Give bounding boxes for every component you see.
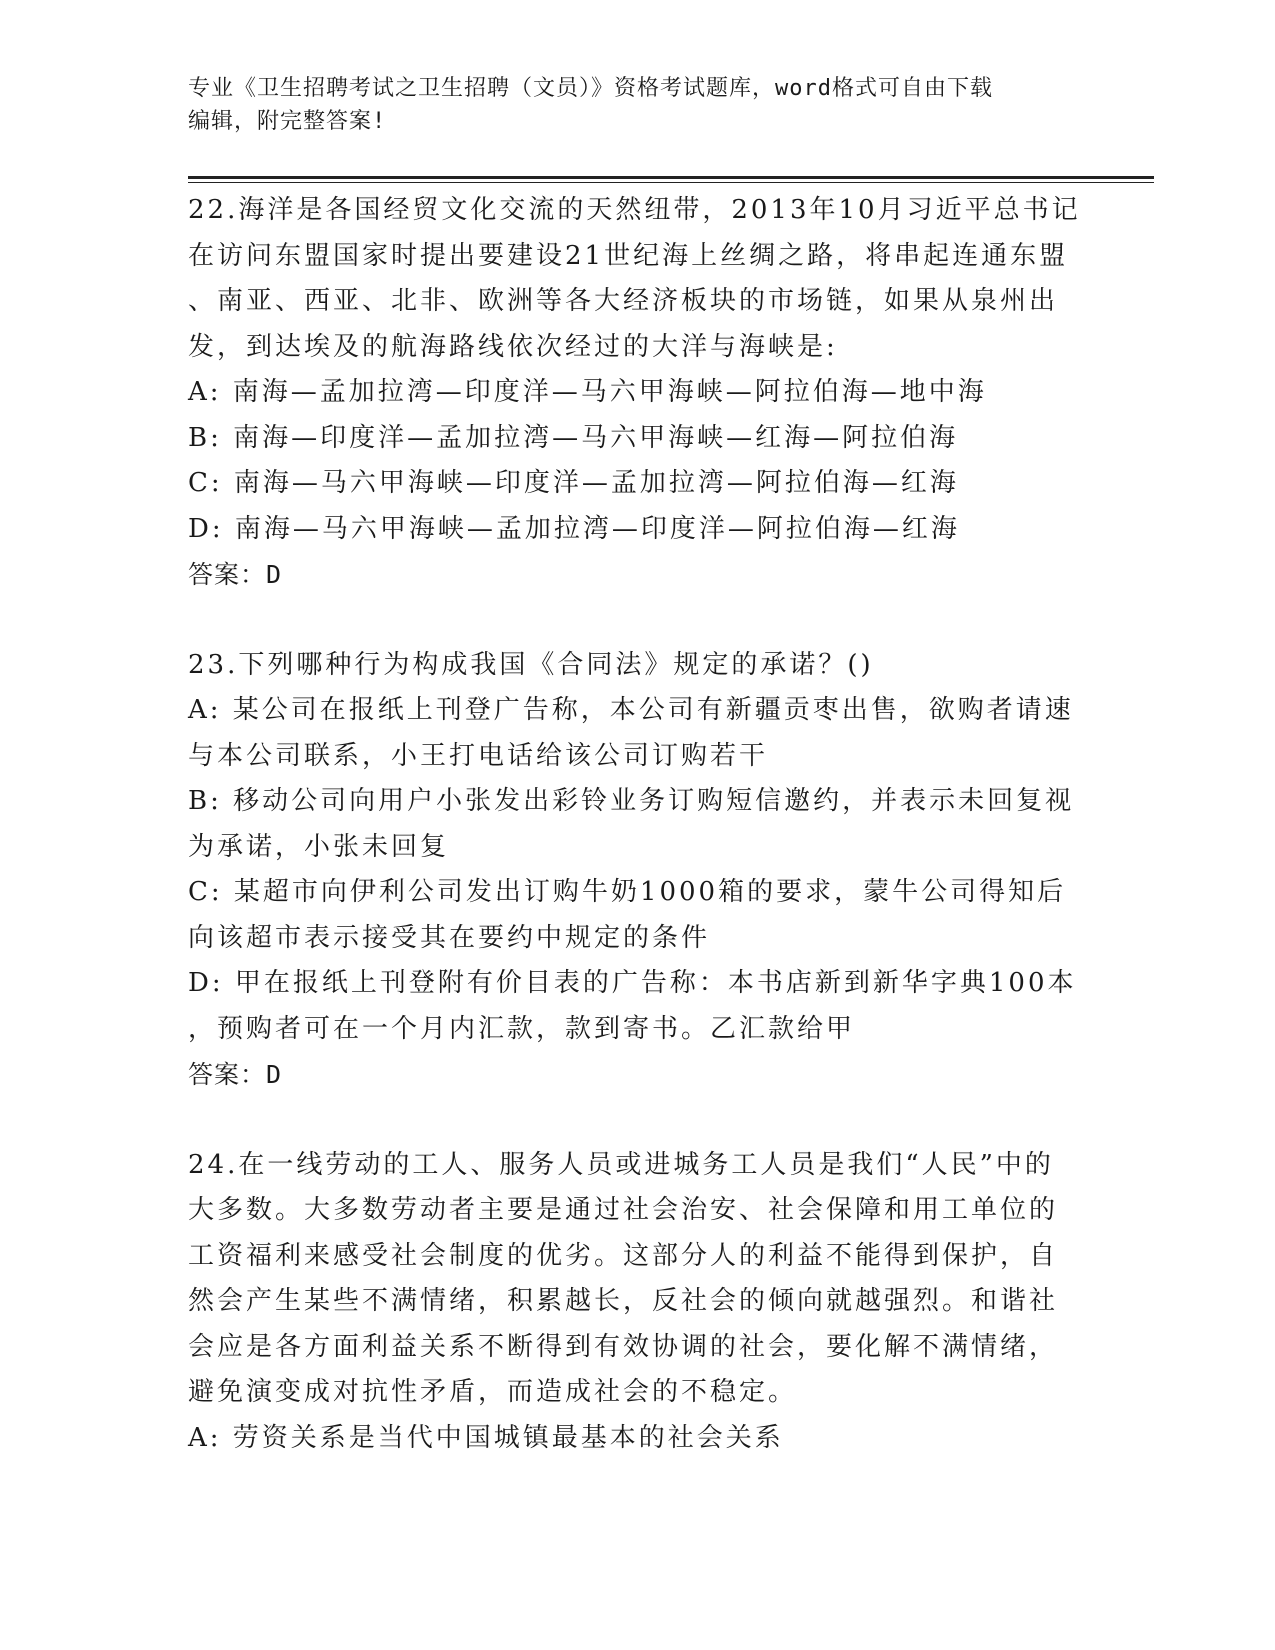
question-spacer: [188, 598, 1088, 643]
question-23-option-d-line-2: ，预购者可在一个月内汇款，款到寄书。乙汇款给甲: [188, 1013, 856, 1044]
question-23-option-a-line-2: 与本公司联系，小王打电话给该公司订购若干: [188, 740, 769, 771]
question-22-text-line-1: 22.海洋是各国经贸文化交流的天然纽带，2013年10月习近平总书记: [188, 195, 1081, 225]
question-22-text-line-4: 发，到达埃及的航海路线依次经过的大洋与海峡是:: [188, 331, 838, 362]
question-23-option-c-line-1: C: 某超市向伊利公司发出订购牛奶1000箱的要求，蒙牛公司得知后: [188, 877, 1067, 907]
question-23-option-b-line-2: 为承诺，小张未回复: [188, 831, 450, 862]
question-24-text-line-3: 工资福利来感受社会制度的优劣。这部分人的利益不能得到保护，自: [188, 1240, 1059, 1271]
question-22-option-b: B: 南海—印度洋—孟加拉湾—马六甲海峡—红海—阿拉伯海: [188, 422, 959, 453]
header-divider-thick: [188, 176, 1154, 179]
question-22-answer: 答案：D: [188, 560, 283, 589]
question-spacer: [188, 1098, 1088, 1143]
question-22-text-line-3: 、南亚、西亚、北非、欧洲等各大经济板块的市场链，如果从泉州出: [188, 286, 1059, 316]
question-23-option-d-line-1: D: 甲在报纸上刊登附有价目表的广告称：本书店新到新华字典100本: [188, 968, 1077, 998]
question-24-text-line-1: 24.在一线劳动的工人、服务人员或进城务工人员是我们“人民”中的: [188, 1149, 1054, 1180]
question-24-text-line-6: 避免演变成对抗性矛盾，而造成社会的不稳定。: [188, 1377, 798, 1407]
header-line-1: 专业《卫生招聘考试之卫生招聘（文员）》资格考试题库，word格式可自由下载: [188, 76, 993, 101]
question-22-option-a: A: 南海—孟加拉湾—印度洋—马六甲海峡—阿拉伯海—地中海: [188, 377, 987, 407]
question-24: [188, 1143, 1088, 1462]
question-23-text-line-1: 23.下列哪种行为构成我国《合同法》规定的承诺？(): [188, 649, 874, 680]
question-23: [188, 643, 1088, 1098]
question-22: [188, 188, 1088, 598]
question-22-text-line-2: 在访问东盟国家时提出要建设21世纪海上丝绸之路，将串起连通东盟: [188, 240, 1069, 271]
question-24-text-line-2: 大多数。大多数劳动者主要是通过社会治安、社会保障和用工单位的: [188, 1195, 1059, 1225]
question-23-answer: 答案：D: [188, 1060, 283, 1089]
question-24-text-line-4: 然会产生某些不满情绪，积累越长，反社会的倾向就越强烈。和谐社: [188, 1286, 1059, 1316]
question-24-text-line-5: 会应是各方面利益关系不断得到有效协调的社会，要化解不满情绪，: [188, 1331, 1059, 1362]
document-header: [188, 72, 1088, 138]
header-divider-thin: [188, 182, 1154, 183]
question-22-option-d: D: 南海—马六甲海峡—孟加拉湾—印度洋—阿拉伯海—红海: [188, 513, 960, 544]
question-24-option-a: A: 劳资关系是当代中国城镇最基本的社会关系: [188, 1422, 784, 1453]
question-list: [188, 188, 1088, 1461]
question-22-option-c: C: 南海—马六甲海峡—印度洋—孟加拉湾—阿拉伯海—红海: [188, 468, 959, 498]
question-23-option-c-line-2: 向该超市表示接受其在要约中规定的条件: [188, 922, 711, 953]
question-23-option-b-line-1: B: 移动公司向用户小张发出彩铃业务订购短信邀约，并表示未回复视: [188, 786, 1075, 816]
question-23-option-a-line-1: A: 某公司在报纸上刊登广告称，本公司有新疆贡枣出售，欲购者请速: [188, 695, 1074, 725]
header-line-2: 编辑，附完整答案!: [188, 109, 387, 134]
